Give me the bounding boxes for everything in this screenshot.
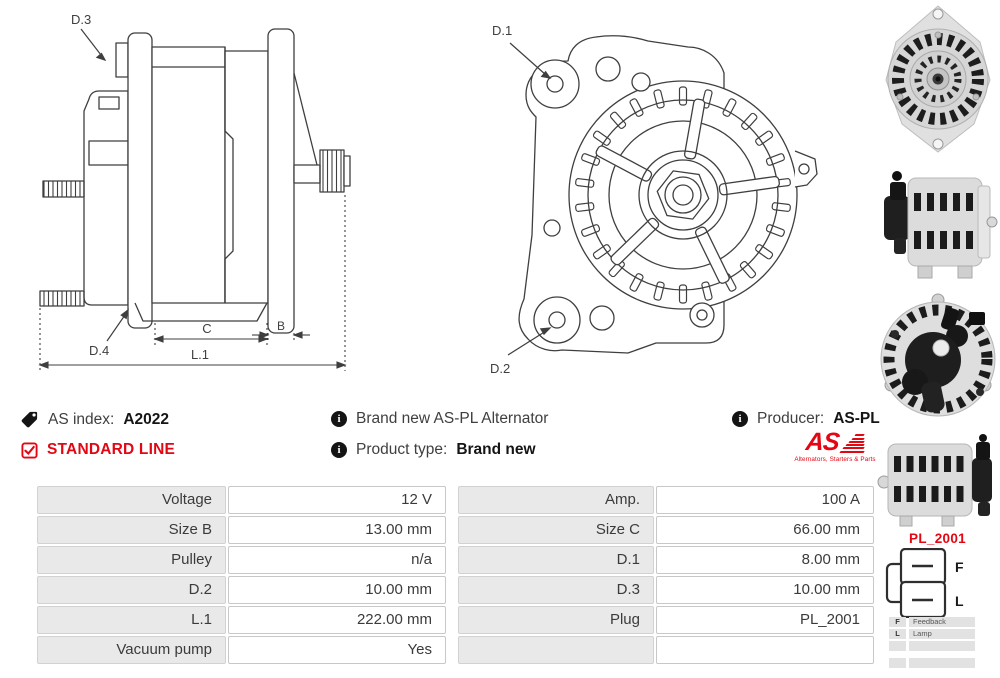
product-type-line xyxy=(331,441,536,459)
spec-label-cell: Size C xyxy=(458,516,654,544)
checkbox-checked-icon xyxy=(21,442,38,459)
spec-value-cell xyxy=(656,636,874,664)
standard-line-label: STANDARD LINE xyxy=(47,441,176,458)
legend-label: Feedback xyxy=(909,617,975,627)
legend-row xyxy=(889,629,975,639)
aspl-logo-mark xyxy=(794,428,876,454)
tag-icon xyxy=(20,410,39,429)
spec-value-cell: 8.00 mm xyxy=(656,546,874,574)
spec-label-cell: Size B xyxy=(37,516,226,544)
aspl-logo-stripes-icon xyxy=(840,434,864,454)
dim-label-d3: D.3 xyxy=(71,12,92,27)
aspl-logo xyxy=(794,428,876,463)
legend-code-empty xyxy=(889,641,906,651)
dim-label-d4: D.4 xyxy=(89,343,110,358)
product-photo-side-left-pump xyxy=(880,162,998,284)
spec-label-cell: Amp. xyxy=(458,486,654,514)
aspl-logo-text: AS xyxy=(804,428,840,456)
plug-pin-f-label: F xyxy=(955,559,964,575)
legend-label-empty xyxy=(909,658,975,668)
info-icon xyxy=(331,411,347,427)
dim-label-d1: D.1 xyxy=(492,23,513,38)
spec-label-cell: D.3 xyxy=(458,576,654,604)
producer-value: AS-PL xyxy=(833,410,880,427)
legend-code: L xyxy=(889,629,906,639)
specs-table xyxy=(37,486,874,664)
spec-value-cell: n/a xyxy=(228,546,446,574)
info-icon xyxy=(331,442,347,458)
producer-line xyxy=(732,410,880,428)
legend-label: Lamp xyxy=(909,629,975,639)
as-index-label: AS index: xyxy=(48,410,115,428)
info-icon xyxy=(732,411,748,427)
spec-value-cell: 13.00 mm xyxy=(228,516,446,544)
legend-row-empty xyxy=(889,658,975,668)
spec-value-cell: Yes xyxy=(228,636,446,664)
plug-diagram xyxy=(885,548,990,618)
plug-legend xyxy=(889,617,975,670)
product-photo-rear-vacuum-pump xyxy=(877,290,999,428)
plug-pin-l-label: L xyxy=(955,593,964,609)
dim-label-b: B xyxy=(276,319,286,333)
legend-row xyxy=(889,617,975,627)
dim-label-d2: D.2 xyxy=(490,361,511,376)
spec-label-cell: D.2 xyxy=(37,576,226,604)
legend-row-empty xyxy=(889,641,975,651)
spec-label-cell: Vacuum pump xyxy=(37,636,226,664)
spec-value-cell: 12 V xyxy=(228,486,446,514)
product-photo-front xyxy=(878,2,998,158)
spec-value-cell: 10.00 mm xyxy=(228,576,446,604)
spec-label-cell: Plug xyxy=(458,606,654,634)
product-type-value: Brand new xyxy=(456,441,536,458)
legend-code: F xyxy=(889,617,906,627)
spec-value-cell: 66.00 mm xyxy=(656,516,874,544)
spec-label-cell: Pulley xyxy=(37,546,226,574)
standard-line-badge xyxy=(21,441,175,459)
as-index-line xyxy=(20,410,169,429)
spec-label-cell: L.1 xyxy=(37,606,226,634)
spec-value-cell: 10.00 mm xyxy=(656,576,874,604)
dim-label-c: C xyxy=(202,321,212,336)
producer-label: Producer: xyxy=(757,410,825,427)
as-index-value: A2022 xyxy=(123,410,170,428)
aspl-logo-tagline: Alternators, Starters & Parts xyxy=(794,456,876,463)
spec-label-cell: D.1 xyxy=(458,546,654,574)
dim-label-l1: L.1 xyxy=(190,347,210,362)
description-text: Brand new AS-PL Alternator xyxy=(356,410,549,427)
spec-label-cell: Voltage xyxy=(37,486,226,514)
product-photo-side-right-pump xyxy=(876,432,1000,530)
legend-label-empty xyxy=(909,641,975,651)
legend-code-empty xyxy=(889,658,906,668)
product-type-label: Product type: xyxy=(356,441,448,458)
spec-value-cell: 100 A xyxy=(656,486,874,514)
spec-label-cell xyxy=(458,636,654,664)
front-view-technical-drawing xyxy=(478,3,880,397)
description-line xyxy=(331,410,548,428)
side-view-technical-drawing xyxy=(15,3,370,398)
plug-code-title: PL_2001 xyxy=(909,531,966,546)
spec-value-cell: PL_2001 xyxy=(656,606,874,634)
spec-value-cell: 222.00 mm xyxy=(228,606,446,634)
